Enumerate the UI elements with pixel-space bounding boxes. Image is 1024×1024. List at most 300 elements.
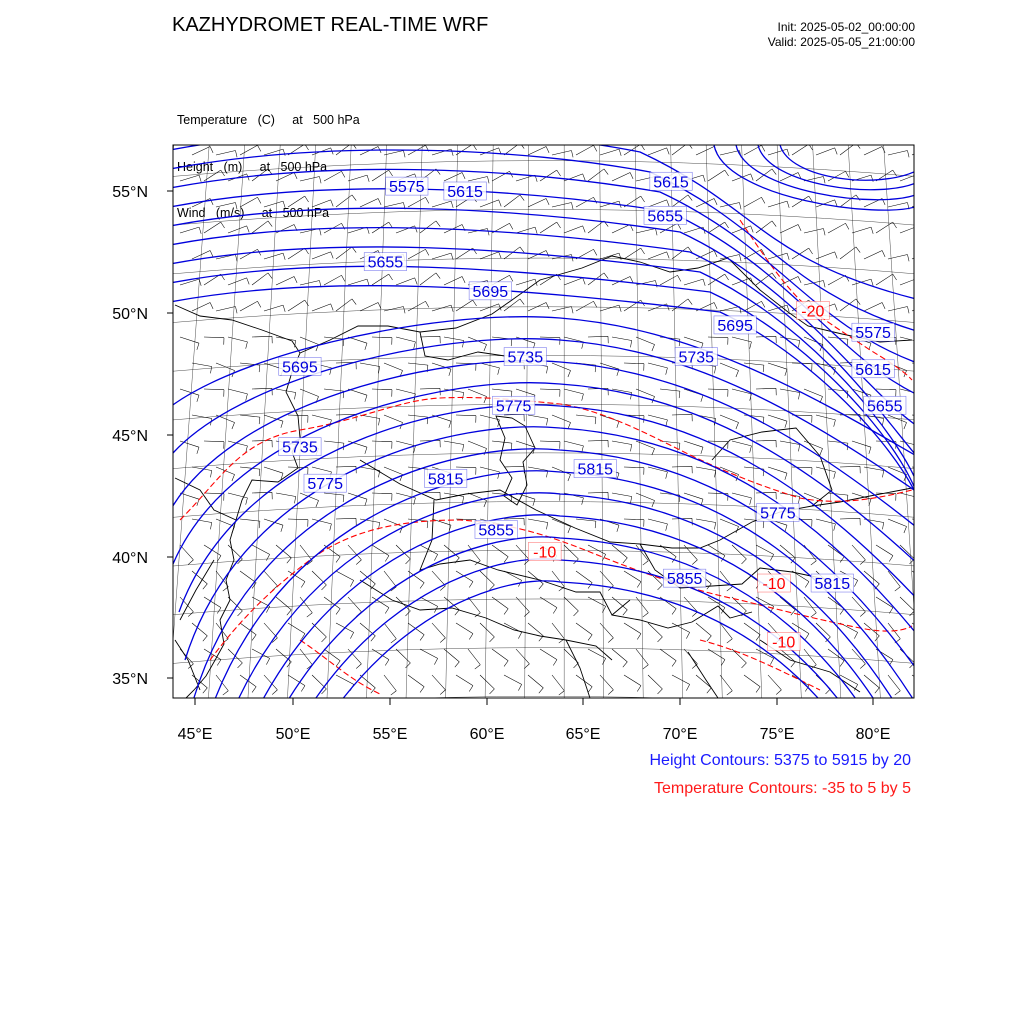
border-kz-china xyxy=(712,428,832,506)
wind-barb xyxy=(228,278,249,285)
wind-barb xyxy=(228,226,249,233)
height-label-text: 5855 xyxy=(478,522,514,540)
wind-barb xyxy=(912,145,933,155)
wind-barb xyxy=(492,597,508,614)
height-label xyxy=(852,360,894,379)
wind-barb xyxy=(576,623,592,640)
wind-barb xyxy=(360,199,381,207)
wind-barb xyxy=(840,247,860,259)
wind-barb xyxy=(360,467,380,477)
wind-barb xyxy=(816,252,837,259)
wind-barb xyxy=(648,519,667,531)
wind-barb xyxy=(384,519,403,533)
wind-barb xyxy=(828,441,848,450)
wind-barb xyxy=(696,623,711,641)
wind-barb xyxy=(444,441,464,451)
border-uz-tm xyxy=(420,500,630,615)
border-caucasus xyxy=(175,478,236,520)
wind-barb xyxy=(900,226,921,233)
wind-barb xyxy=(336,247,356,259)
wind-barb xyxy=(888,307,909,314)
height-label xyxy=(504,348,546,367)
wind-barb xyxy=(192,303,213,311)
init-time: Init: 2025-05-02_00:00:00 xyxy=(777,20,915,34)
wind-barb xyxy=(900,493,919,505)
wind-barb xyxy=(240,301,261,311)
wind-barb xyxy=(684,279,705,286)
height-contour xyxy=(173,383,920,566)
wind-barb xyxy=(852,597,865,617)
wind-barb xyxy=(336,518,356,525)
wind-barb xyxy=(648,148,669,155)
wind-barb xyxy=(612,337,632,347)
height-contour xyxy=(155,317,920,458)
temperature-label xyxy=(767,632,800,651)
wind-barb xyxy=(720,415,739,429)
meridian xyxy=(954,140,999,700)
height-contour xyxy=(197,471,920,756)
wind-barb xyxy=(912,249,933,259)
meridian xyxy=(90,140,139,700)
wind-barb xyxy=(408,249,429,259)
height-label-text: 5615 xyxy=(447,184,483,201)
wind-barb xyxy=(540,649,557,666)
wind-barb xyxy=(264,305,285,312)
wind-barbs xyxy=(180,143,933,695)
wind-barb xyxy=(252,597,270,613)
wind-barb xyxy=(420,649,438,665)
wind-barb xyxy=(216,363,235,377)
wind-barb xyxy=(528,623,543,641)
wind-barb xyxy=(456,144,477,155)
wind-barb xyxy=(756,649,774,665)
wind-barb xyxy=(576,197,597,207)
wind-barb xyxy=(324,389,344,398)
wind-barb xyxy=(564,649,578,668)
wind-barb xyxy=(672,195,692,207)
height-label-text: 5695 xyxy=(717,317,753,335)
wind-barb xyxy=(876,222,897,233)
wind-barb xyxy=(900,278,921,285)
wind-barb xyxy=(588,649,606,665)
wind-barb xyxy=(888,415,907,429)
wind-barb xyxy=(864,303,885,311)
height-label-text: 5735 xyxy=(507,349,544,367)
wind-barb xyxy=(240,197,261,207)
wind-barb xyxy=(540,222,561,233)
temperature-label-text: -10 xyxy=(772,634,796,652)
wind-barb xyxy=(408,675,424,692)
wind-barb xyxy=(552,675,564,695)
variable-height: Height (m) at 500 hPa xyxy=(177,159,328,174)
wind-barb xyxy=(864,147,885,155)
wind-barb xyxy=(912,519,932,528)
parallel xyxy=(170,599,918,615)
wind-barb xyxy=(528,199,549,207)
border-af-pk xyxy=(566,640,590,698)
wind-barb xyxy=(192,147,213,155)
meridian xyxy=(600,140,604,700)
wind-barb xyxy=(660,275,681,285)
wind-barb xyxy=(792,144,813,155)
lon-axis xyxy=(178,726,891,743)
wind-barb xyxy=(576,415,596,424)
wind-barb xyxy=(888,571,900,591)
wind-barb xyxy=(816,675,830,694)
wind-barb xyxy=(252,336,272,343)
wind-barb xyxy=(816,415,835,427)
wind-barb xyxy=(252,221,272,233)
wind-barb xyxy=(384,307,405,314)
wind-barb xyxy=(204,222,225,233)
wind-barb xyxy=(636,649,648,669)
parallel xyxy=(170,696,918,712)
wind-barb xyxy=(396,337,415,349)
wind-barb xyxy=(912,197,933,207)
wind-barb xyxy=(876,597,893,614)
height-label-text: 5855 xyxy=(666,571,703,589)
wind-barb xyxy=(480,571,494,590)
wind-barb xyxy=(648,200,669,207)
wind-barb xyxy=(780,493,800,503)
wind-barb xyxy=(432,201,453,208)
wind-barb xyxy=(708,222,729,233)
wind-barb xyxy=(540,337,560,345)
wind-barb xyxy=(228,337,247,349)
wind-barb xyxy=(540,597,557,614)
wind-barb xyxy=(816,519,835,531)
height-label xyxy=(811,574,853,593)
wind-barb xyxy=(564,226,585,233)
parallel xyxy=(170,648,918,664)
height-label xyxy=(663,569,705,588)
temperature-legend: Temperature Contours: -35 to 5 by 5 xyxy=(653,780,911,797)
lat-axis xyxy=(112,184,148,688)
wind-barb xyxy=(456,623,473,640)
wind-barb xyxy=(672,675,690,691)
wind-barb xyxy=(240,415,260,424)
height-label xyxy=(714,316,756,335)
meridian xyxy=(525,140,529,700)
wind-barb xyxy=(240,571,256,588)
wind-barb xyxy=(732,597,746,616)
wind-barb xyxy=(540,441,560,449)
wind-barb xyxy=(684,649,697,669)
wind-barb xyxy=(624,623,641,640)
height-label xyxy=(364,253,406,272)
wind-barb xyxy=(900,174,921,181)
wind-barb xyxy=(780,225,801,233)
wind-barb xyxy=(552,363,571,377)
wind-barb xyxy=(348,279,369,286)
wind-barb xyxy=(528,675,543,693)
wind-barb xyxy=(288,300,309,311)
wind-barb xyxy=(276,493,296,503)
wind-barb xyxy=(876,545,893,562)
chart-title: KAZHYDROMET REAL-TIME WRF xyxy=(172,14,489,36)
wind-barb xyxy=(468,337,487,351)
wind-barb xyxy=(240,519,260,528)
wind-barb xyxy=(912,363,932,372)
height-label-text: 5575 xyxy=(855,325,891,343)
wind-barb xyxy=(348,389,367,402)
wind-barb xyxy=(324,275,345,285)
wind-barb xyxy=(516,597,529,617)
wind-barb xyxy=(336,571,354,587)
wind-barb xyxy=(552,467,571,481)
coastlines-borders xyxy=(175,256,912,698)
wind-barb xyxy=(312,519,331,531)
wind-barb xyxy=(180,493,199,506)
meridian xyxy=(777,140,801,700)
wind-barb xyxy=(276,277,297,285)
wind-barb xyxy=(576,519,596,528)
temperature-label-text: -20 xyxy=(801,303,825,321)
wind-barb xyxy=(480,252,501,259)
height-label xyxy=(444,182,486,201)
height-label xyxy=(492,396,534,415)
wind-barb xyxy=(216,203,237,210)
wind-barb xyxy=(324,171,345,181)
wind-barb xyxy=(384,675,396,695)
wind-barb xyxy=(336,623,354,639)
wind-barb xyxy=(444,173,465,181)
lon-label: 45°E xyxy=(177,726,213,743)
wind-barb xyxy=(732,389,751,401)
wind-barb xyxy=(480,623,494,642)
wind-barb xyxy=(312,675,326,694)
height-label-text: 5735 xyxy=(282,439,318,457)
variable-temperature: Temperature (C) at 500 hPa xyxy=(177,113,360,127)
wind-barb xyxy=(372,441,392,449)
wind-barb xyxy=(300,649,312,669)
wind-barb xyxy=(792,248,813,259)
wind-barb xyxy=(780,173,801,181)
lat-label: 55°N xyxy=(112,184,148,201)
wind-barb xyxy=(768,467,787,480)
height-label xyxy=(675,348,717,367)
height-label xyxy=(650,172,692,191)
wind-barb xyxy=(288,519,308,527)
wind-barb xyxy=(612,649,627,667)
wind-barb xyxy=(624,675,641,692)
wind-barb xyxy=(276,389,296,399)
wind-barb xyxy=(516,279,537,286)
wind-barb xyxy=(348,545,361,565)
wind-barb xyxy=(696,519,716,529)
wind-barb xyxy=(588,221,608,233)
wind-barb xyxy=(636,337,655,351)
wind-barb xyxy=(852,441,871,454)
wind-barb xyxy=(852,227,873,234)
height-label xyxy=(644,206,686,225)
height-label xyxy=(279,438,321,457)
wind-barb xyxy=(864,571,879,589)
wind-barb xyxy=(276,545,291,563)
wind-barb xyxy=(432,305,453,312)
wind-barb xyxy=(420,336,440,343)
wind-barb xyxy=(552,519,571,533)
wind-barb xyxy=(504,195,524,207)
wind-barb xyxy=(432,253,453,260)
wind-barb xyxy=(672,623,690,639)
wind-barb xyxy=(324,597,340,614)
wind-barb xyxy=(864,675,879,693)
wind-barb xyxy=(384,415,403,429)
border-iran-west xyxy=(180,560,214,620)
wind-barb xyxy=(864,251,885,259)
wind-barb xyxy=(420,221,440,233)
wind-barb xyxy=(204,389,224,397)
meridian xyxy=(635,140,643,700)
wind-barb xyxy=(528,467,548,477)
parallel xyxy=(170,258,918,274)
height-label-text: 5575 xyxy=(388,179,425,197)
wind-barb xyxy=(756,388,776,395)
wind-barb xyxy=(492,649,508,666)
wind-barb xyxy=(372,493,392,501)
wind-barb xyxy=(276,597,291,615)
wind-barb xyxy=(720,571,732,591)
height-label-text: 5695 xyxy=(282,359,318,377)
wind-barb xyxy=(804,389,823,403)
height-contours xyxy=(155,131,928,996)
wind-barb xyxy=(252,273,272,285)
aral-sea-outline xyxy=(496,416,535,505)
height-label xyxy=(304,474,346,493)
height-contour xyxy=(736,145,918,200)
wind-barb xyxy=(528,147,549,155)
valid-time: Valid: 2025-05-05_21:00:00 xyxy=(767,35,915,49)
lon-label: 50°E xyxy=(275,726,311,743)
temperature-label-text: -10 xyxy=(762,576,786,594)
wind-barb xyxy=(648,363,667,375)
wind-barb xyxy=(804,229,825,236)
wind-barb xyxy=(432,675,445,695)
height-label xyxy=(475,520,517,539)
wind-barb xyxy=(900,337,919,349)
wind-barb xyxy=(216,151,237,158)
wind-barb xyxy=(708,441,728,449)
wind-barb xyxy=(336,195,356,207)
wind-barb xyxy=(204,441,224,449)
height-contour xyxy=(209,515,920,852)
wind-barb xyxy=(492,545,508,562)
wind-barb xyxy=(360,519,380,529)
wind-barb xyxy=(744,197,765,207)
wind-barb xyxy=(708,170,729,181)
wind-barb xyxy=(552,623,564,643)
wind-barb xyxy=(300,177,321,184)
wind-barb xyxy=(180,227,201,234)
wind-barb xyxy=(564,278,585,285)
lon-label: 70°E xyxy=(662,726,698,743)
wind-barb xyxy=(372,337,392,345)
wind-barb xyxy=(528,415,548,425)
wind-barb xyxy=(744,415,764,424)
wind-barb xyxy=(912,467,932,476)
wind-barb xyxy=(636,493,655,507)
wind-barb xyxy=(612,173,633,181)
height-label xyxy=(469,282,511,301)
height-label-text: 5695 xyxy=(472,283,509,301)
wind-barb xyxy=(768,363,787,376)
wind-barb xyxy=(816,148,837,155)
wind-barb xyxy=(540,389,560,397)
height-label xyxy=(279,357,321,376)
wind-barb xyxy=(384,151,405,158)
height-label xyxy=(864,396,906,415)
wind-barb xyxy=(492,441,512,450)
wind-barb xyxy=(420,273,440,285)
wind-barb xyxy=(576,145,597,155)
wind-barb xyxy=(372,274,393,285)
wind-barb xyxy=(204,337,224,345)
temperature-contour xyxy=(740,220,912,380)
wind-barb xyxy=(180,175,201,182)
wind-barb xyxy=(408,197,429,207)
lat-label: 40°N xyxy=(112,550,148,567)
wind-barb xyxy=(264,571,277,591)
height-legend: Height Contours: 5375 to 5915 by 20 xyxy=(649,752,911,769)
wind-barb xyxy=(588,169,608,181)
temperature-label xyxy=(528,542,561,561)
wind-barb xyxy=(600,415,619,428)
wind-barb xyxy=(264,201,285,208)
wind-barb xyxy=(660,389,680,398)
wind-barb xyxy=(180,545,193,565)
wind-barb xyxy=(372,389,392,397)
wind-barb xyxy=(588,336,608,343)
wind-barb xyxy=(540,170,561,181)
wind-barb xyxy=(396,226,417,233)
wind-barb xyxy=(636,229,657,236)
height-label-text: 5655 xyxy=(367,254,404,272)
wind-barb xyxy=(660,493,680,502)
wind-barb xyxy=(288,196,309,207)
wind-barb xyxy=(684,441,703,454)
wind-barb xyxy=(348,175,369,182)
wind-barb xyxy=(552,307,573,314)
wind-barb xyxy=(576,301,597,311)
wind-barb xyxy=(252,545,270,561)
wind-barb xyxy=(192,571,207,589)
height-label-text: 5815 xyxy=(814,576,851,594)
wind-barb xyxy=(396,649,410,668)
wind-barb xyxy=(264,623,277,643)
wind-barb xyxy=(708,274,729,285)
height-label xyxy=(852,323,894,342)
height-label xyxy=(757,503,799,522)
wind-barb xyxy=(624,519,644,527)
wind-barb xyxy=(528,519,548,529)
height-label-text: 5655 xyxy=(866,398,903,416)
height-label-text: 5775 xyxy=(495,398,532,416)
wind-barb xyxy=(840,518,860,525)
height-label-text: 5775 xyxy=(307,476,343,494)
wind-barb xyxy=(312,200,333,207)
temperature-label-text: -10 xyxy=(533,544,557,562)
height-label-text: 5735 xyxy=(678,349,715,367)
lat-label: 50°N xyxy=(112,306,148,323)
wind-barb xyxy=(564,337,583,349)
wind-barb xyxy=(384,571,396,591)
wind-barb xyxy=(768,201,789,208)
wind-barb xyxy=(252,492,272,499)
wind-barb xyxy=(720,363,739,377)
wind-barb xyxy=(912,415,932,424)
wind-barb xyxy=(216,467,235,481)
